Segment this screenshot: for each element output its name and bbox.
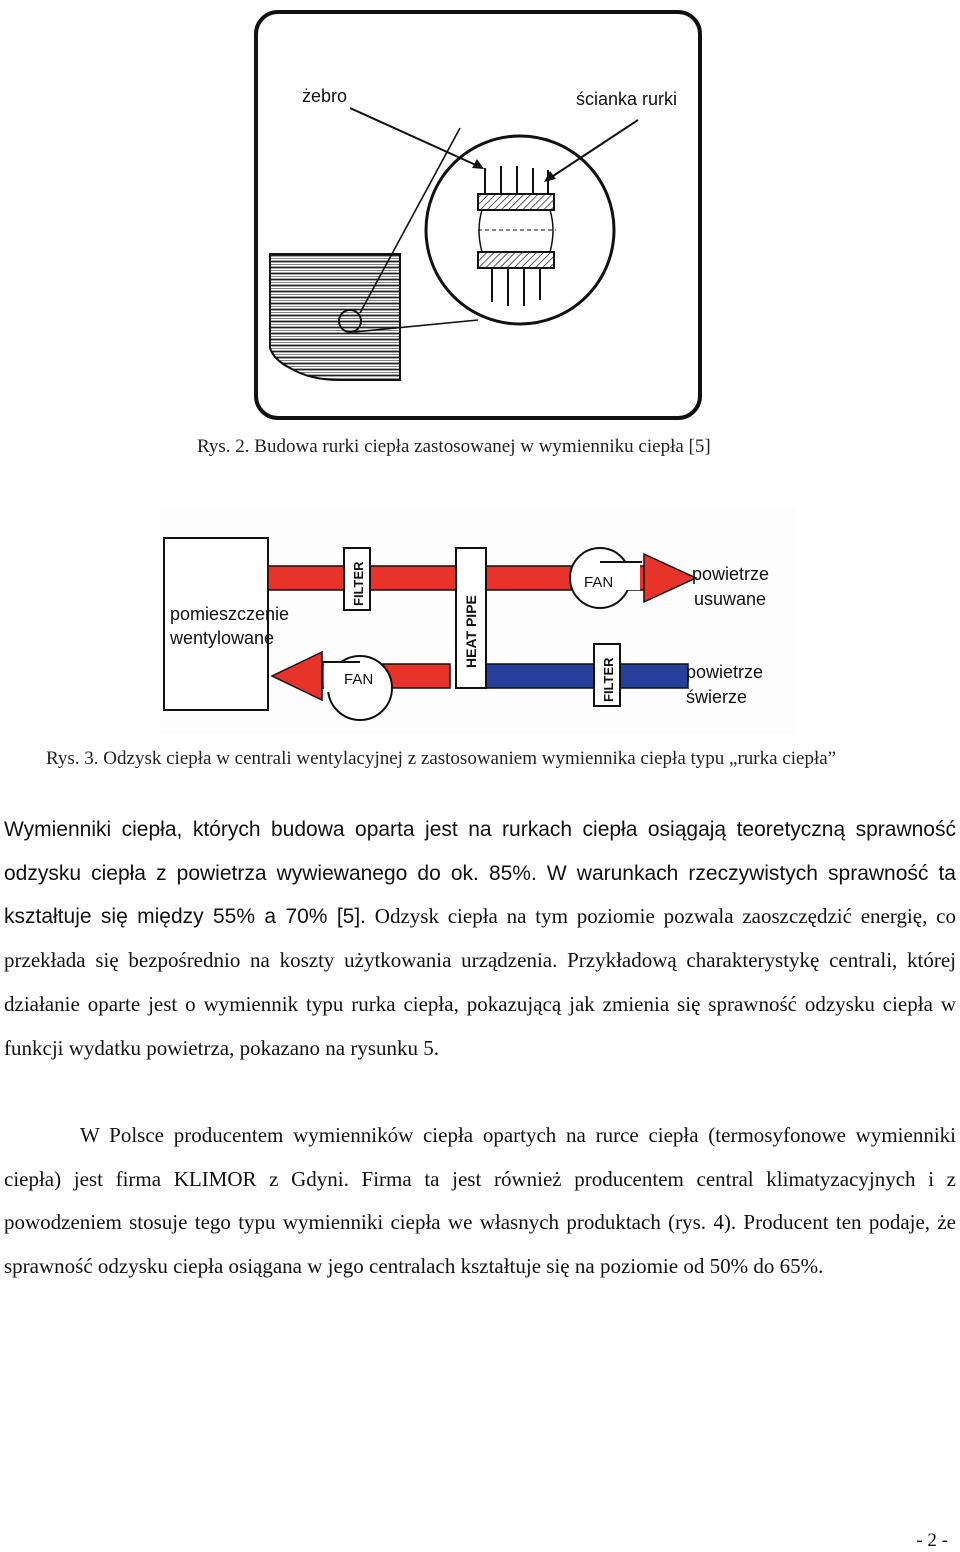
heat-pipe-construction-figure — [250, 8, 706, 424]
exhaust-air-label-1: powietrze — [692, 564, 770, 584]
ventilated-room-box — [164, 538, 268, 710]
room-label-line-2: wentylowane — [170, 628, 275, 648]
exhaust-air-label-2: usuwane — [694, 589, 767, 609]
filter-bottom-label: FILTER — [601, 657, 616, 702]
fresh-air-label-2: świerze — [686, 687, 748, 707]
paragraph-1-sans-part: Wymienniki ciepła, których budowa oparta jest na rurkach ciepła osiągają teoretyczną sprawność odzysku ciepła z powietrza wywiewanego do ok. 85%. W warunkach rzeczywistych sprawność ta kształtuje się między 55% a 70% [5]. — [4, 818, 956, 929]
ventilation-heat-recovery-diagram — [160, 508, 796, 734]
fresh-air-label-1: powietrze — [686, 662, 764, 682]
figure-3-caption: Rys. 3. Odzysk ciepła w centrali wentylacyjnej z zastosowaniem wymiennika ciepła typu „rurka ciepła” — [46, 748, 837, 769]
fin-label: żebro — [302, 86, 348, 106]
fresh-air-duct — [482, 664, 688, 688]
paragraph-1 — [4, 808, 956, 1070]
heat-pipe-label: HEAT PIPE — [463, 595, 479, 668]
paragraph-2: W Polsce producentem wymienników ciepła opartych na rurce ciepła (termosyfonowe wymienniki ciepła) jest firma KLIMOR z Gdyni. Firma ta jest również producentem central klimatyzacyjnych i z powodzeniem stosuje tego typu wymienniki ciepła we własnych produktach (rys. 4). Producent ten podaje, że sprawność odzysku ciepła osiągana w jego centralach kształtuje się na poziomie od 50% do 65%. — [4, 1123, 956, 1279]
pipe-wall-label: ścianka rurki — [576, 89, 678, 109]
fan-bottom-label: FAN — [344, 671, 374, 688]
fan-top-label: FAN — [584, 574, 614, 591]
room-label-line-1: pomieszczenie — [170, 604, 290, 624]
figure-2-caption: Rys. 2. Budowa rurki ciepła zastosowanej w wymienniku ciepła [5] — [197, 436, 711, 457]
page-number: - 2 - — [916, 1530, 948, 1551]
paragraph-1-serif-part: Odzysk ciepła na tym poziomie pozwala zaoszczędzić energię, co przekłada się bezpośrednio na koszty użytkowania urządzenia. Przykładową charakterystykę centrali, której działanie oparte jest o wymiennik typu rurka ciepła, pokazującą jak zmienia się sprawność odzysku ciepła w funkcji wydatku powietrza, pokazano na rysunku 5. — [4, 904, 956, 1060]
filter-top-label: FILTER — [351, 561, 366, 606]
